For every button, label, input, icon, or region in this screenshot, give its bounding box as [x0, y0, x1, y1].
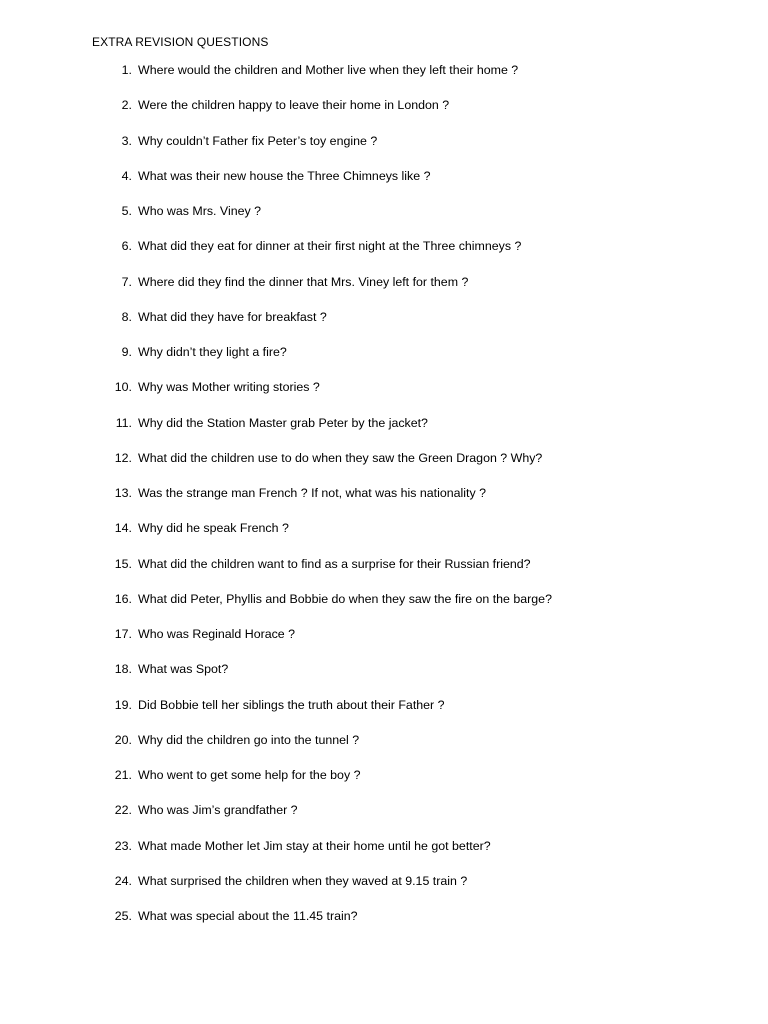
question-item	[0, 166, 768, 201]
question-item	[0, 695, 768, 730]
question-text: Who was Jim’s grandfather ?	[138, 803, 298, 818]
question-number: 24.	[114, 873, 132, 888]
question-number: 2.	[121, 98, 132, 113]
question-text: What surprised the children when they waved at 9.15 train ?	[138, 873, 468, 888]
question-text: Why did the Station Master grab Peter by the jacket?	[138, 415, 428, 430]
question-number: 7.	[121, 274, 132, 289]
question-number: 23.	[114, 838, 132, 853]
question-number: 6.	[121, 239, 132, 254]
question-number: 4.	[121, 168, 132, 183]
question-item	[0, 518, 768, 553]
question-item	[0, 800, 768, 835]
question-item	[0, 236, 768, 271]
question-number: 9.	[121, 345, 132, 359]
question-text: Why did the children go into the tunnel ?	[138, 732, 360, 747]
question-text: What was Spot?	[138, 662, 229, 677]
question-item	[0, 272, 768, 307]
question-item	[0, 871, 768, 906]
question-number: 17.	[114, 627, 132, 641]
question-number: 15.	[114, 556, 132, 571]
question-number: 5.	[121, 204, 132, 218]
question-item	[0, 659, 768, 694]
question-text: What did they have for breakfast ?	[138, 309, 327, 324]
question-text: Where did they find the dinner that Mrs. Viney left for them ?	[138, 274, 469, 289]
question-item	[0, 95, 768, 130]
question-number: 12.	[114, 450, 132, 465]
question-item	[0, 906, 768, 941]
question-item	[0, 483, 768, 518]
question-text: Why was Mother writing stories ?	[138, 380, 320, 395]
question-item	[0, 201, 768, 236]
question-number: 8.	[121, 309, 132, 324]
question-number: 1.	[121, 63, 132, 77]
question-list	[0, 60, 768, 941]
question-text: What did the children use to do when they saw the Green Dragon ? Why?	[138, 450, 543, 465]
question-number: 3.	[121, 133, 132, 148]
question-item	[0, 377, 768, 412]
question-text: Did Bobbie tell her siblings the truth about their Father ?	[138, 697, 445, 712]
question-text: Who was Mrs. Viney ?	[138, 204, 262, 218]
question-text: Were the children happy to leave their home in London ?	[138, 98, 450, 113]
document-title: EXTRA REVISION QUESTIONS	[92, 35, 269, 49]
question-item	[0, 836, 768, 871]
question-number: 11.	[115, 415, 132, 430]
question-number: 25.	[114, 909, 132, 923]
question-text: What did Peter, Phyllis and Bobbie do when they saw the fire on the barge?	[138, 591, 552, 606]
question-item	[0, 307, 768, 342]
question-item	[0, 131, 768, 166]
question-text: Why didn’t they light a fire?	[138, 345, 287, 359]
question-item	[0, 554, 768, 589]
question-text: Why couldn’t Father fix Peter’s toy engine ?	[138, 133, 378, 148]
question-text: Who was Reginald Horace ?	[138, 627, 296, 641]
question-text: Who went to get some help for the boy ?	[138, 768, 361, 782]
question-text: What made Mother let Jim stay at their home until he got better?	[138, 838, 491, 853]
question-text: Why did he speak French ?	[138, 521, 289, 536]
question-text: Where would the children and Mother live when they left their home ?	[138, 63, 519, 77]
question-item	[0, 730, 768, 765]
question-number: 10.	[114, 380, 132, 395]
question-item	[0, 413, 768, 448]
question-text: What did the children want to find as a surprise for their Russian friend?	[138, 556, 531, 571]
question-number: 19.	[114, 697, 132, 712]
question-item	[0, 342, 768, 377]
question-item	[0, 624, 768, 659]
question-item	[0, 60, 768, 95]
question-number: 22.	[114, 803, 132, 818]
question-text: Was the strange man French ? If not, what was his nationality ?	[138, 486, 487, 500]
question-text: What did they eat for dinner at their first night at the Three chimneys ?	[138, 239, 522, 254]
question-item	[0, 765, 768, 800]
question-number: 14.	[114, 521, 132, 536]
question-number: 21.	[114, 768, 132, 782]
question-number: 16.	[114, 591, 132, 606]
question-number: 20.	[114, 732, 132, 747]
question-number: 18.	[114, 662, 132, 677]
question-text: What was their new house the Three Chimneys like ?	[138, 168, 431, 183]
question-item	[0, 589, 768, 624]
question-item	[0, 448, 768, 483]
question-text: What was special about the 11.45 train?	[138, 909, 358, 923]
question-number: 13.	[114, 486, 132, 500]
